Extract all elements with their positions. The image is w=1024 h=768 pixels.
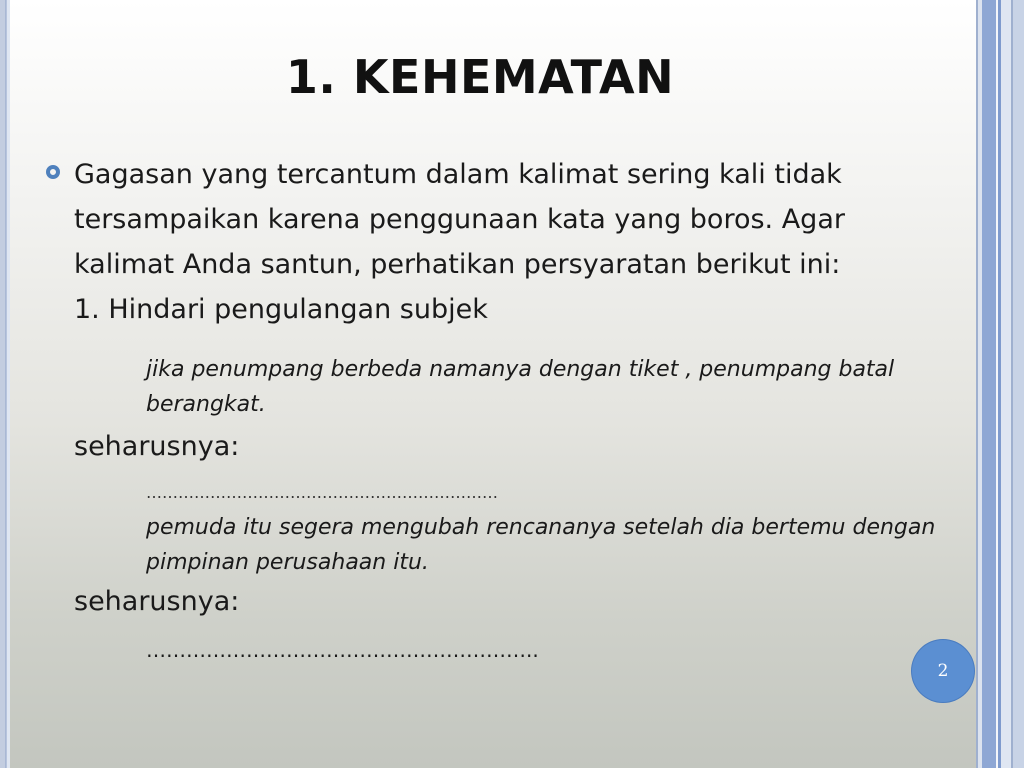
bullet-text: Gagasan yang tercantum dalam kalimat sering kali tidak tersampaikan karena penggunaan kata yang boros. Agar kalimat Anda santun, perhatikan persyaratan berikut ini: xyxy=(74,159,845,280)
circle-bullet-icon xyxy=(46,165,60,179)
should-label-2: seharusnya: xyxy=(74,586,240,617)
example-sentence-1: jika penumpang berbeda namanya dengan tiket , penumpang batal berangkat. xyxy=(146,357,895,417)
answer-blank-1: ………………………………………………………… xyxy=(146,483,498,502)
left-frame-border xyxy=(0,0,10,768)
page-number-badge: 2 xyxy=(912,640,974,702)
example-sentence-2: pemuda itu segera mengubah rencananya setelah dia bertemu dengan pimpinan perusahaan itu. xyxy=(146,515,936,575)
list-item-1: 1. Hindari pengulangan subjek xyxy=(74,294,488,325)
answer-blank-2: ………………………………………………….. xyxy=(146,638,539,662)
bullet-paragraph xyxy=(46,152,926,287)
right-frame-border xyxy=(976,0,1024,768)
should-label-1: seharusnya: xyxy=(74,431,240,462)
slide-title: 1. KEHEMATAN xyxy=(285,50,675,104)
